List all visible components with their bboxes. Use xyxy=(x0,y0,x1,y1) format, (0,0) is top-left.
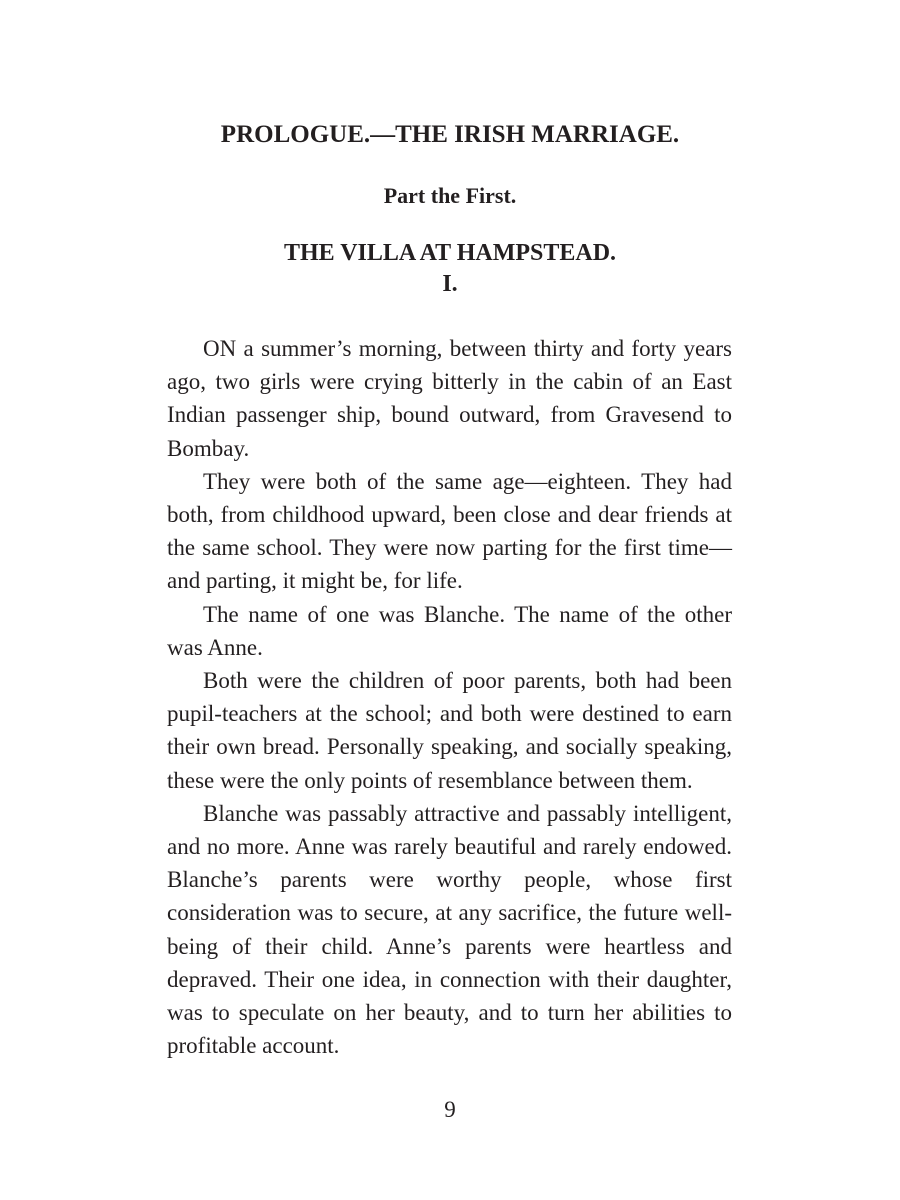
paragraph: The name of one was Blanche. The name of the other was Anne. xyxy=(167,601,732,660)
body-text xyxy=(167,332,732,1062)
paragraph: They were both of the same age—eighteen. They had both, from childhood upward, been close and dear friends at the same school. They were now parting for the first time—and parting, it might be, for life. xyxy=(167,468,732,594)
prologue-title: PROLOGUE.—THE IRISH MARRIAGE. xyxy=(220,121,680,148)
page-number: 9 xyxy=(444,1097,456,1122)
chapter-heading xyxy=(0,238,900,300)
part-title: Part the First. xyxy=(383,183,517,208)
paragraph: Blanche was passably attractive and passably intelligent, and no more. Anne was rarely beautiful and rarely endowed. Blanche’s parents were worthy people, whose first consideration was to secure, at any sacrifice, the future well-being of their child. Anne’s parents were heartless and depraved. Their one idea, in connection with their daughter, was to speculate on her beauty, and to turn her abilities to profitable account. xyxy=(167,800,732,1059)
paragraph: Both were the children of poor parents, both had been pupil-teachers at the school; and both were destined to earn their own bread. Personally speaking, and socially speaking, these were the only points of resemblance between them. xyxy=(167,668,732,793)
paragraph: ON a summer’s morning, between thirty and forty years ago, two girls were crying bitterly in the cabin of an East Indian passenger ship, bound outward, from Gravesend to Bombay. xyxy=(167,336,732,461)
chapter-title: THE VILLA AT HAMPSTEAD. xyxy=(283,240,617,266)
chapter-number: I. xyxy=(442,271,458,297)
